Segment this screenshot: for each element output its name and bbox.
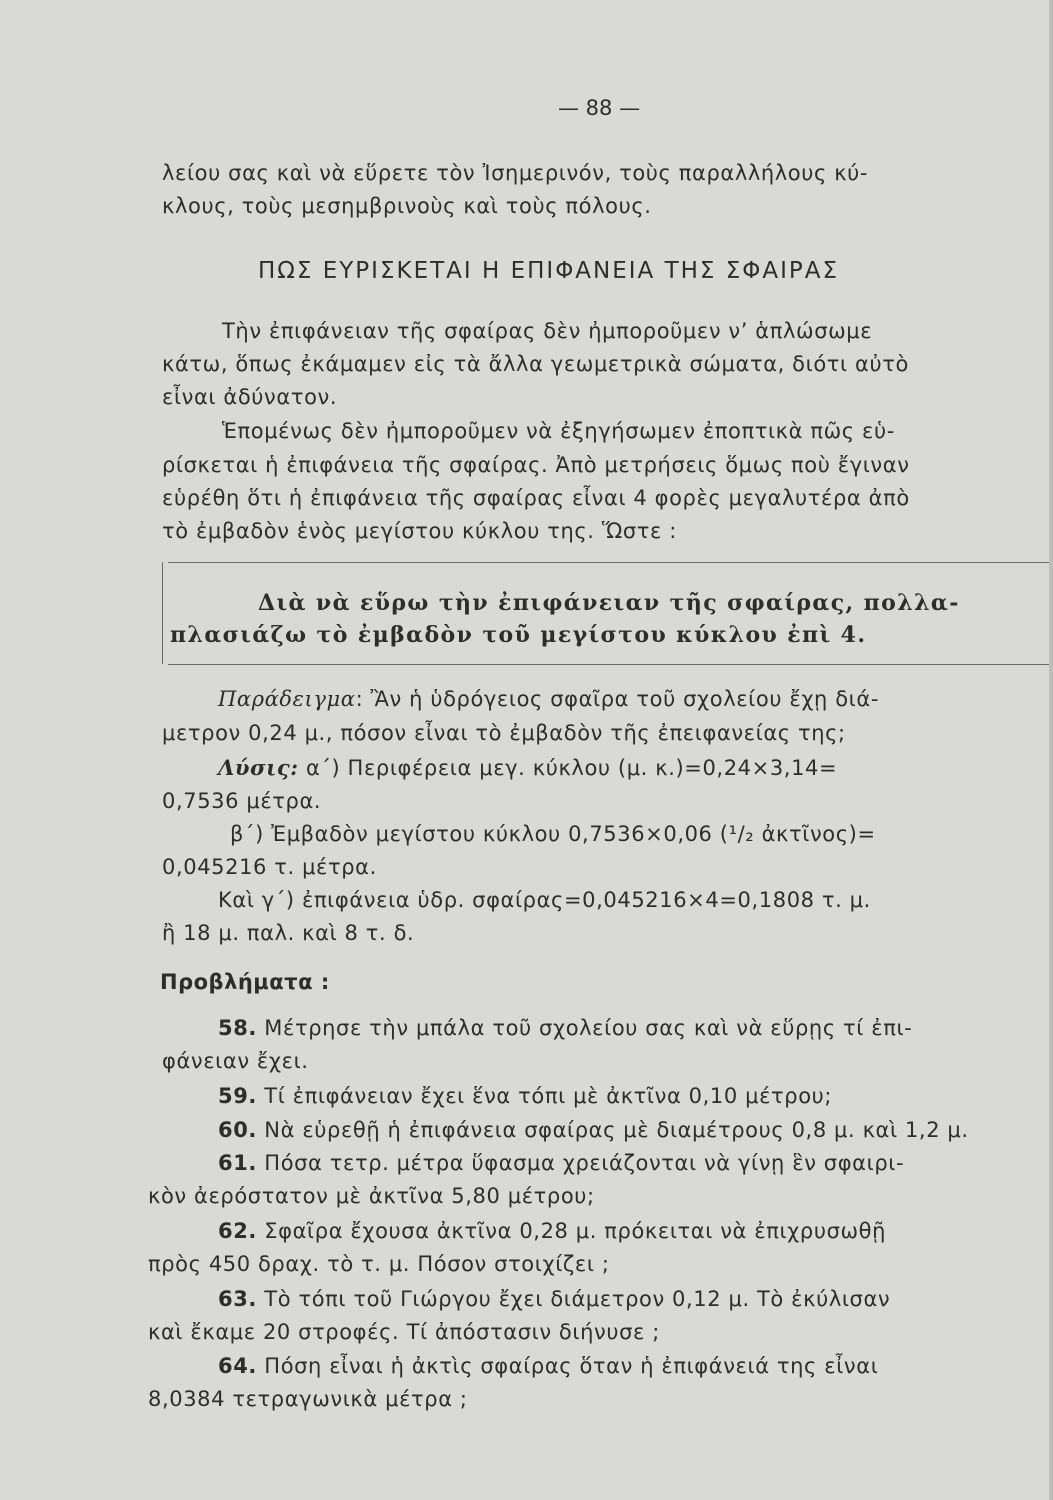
- solution-a2: 0,7536 μέτρα.: [162, 789, 322, 813]
- problem-59-line-1: [218, 1083, 832, 1109]
- problem-59-number: 59.: [218, 1084, 258, 1108]
- example-label: Παράδειγμα: [218, 687, 356, 711]
- problem-58-line-1: [218, 1015, 912, 1041]
- problem-63-text: Τὸ τόπι τοῦ Γιώργου ἔχει διάμετρον 0,12 μ. Τὸ ἐκύλισαν: [264, 1287, 891, 1311]
- solution-a1: α΄) Περιφέρεια μεγ. κύκλου (μ. κ.)=0,24×3,14=: [305, 756, 838, 780]
- solution-b1: β΄) Ἐμβαδὸν μεγίστου κύκλου 0,7536×0,06 (¹/₂ ἀκτῖνος)=: [230, 822, 876, 846]
- rule-line-2: πλασιάζω τὸ ἐμβαδὸν τοῦ μεγίστου κύκλου ἐπὶ 4.: [170, 622, 867, 648]
- problem-61-line-2: κὸν ἀερόστατον μὲ ἀκτῖνα 5,80 μέτρου;: [148, 1184, 595, 1208]
- example-line-2: μετρον 0,24 μ., πόσον εἶναι τὸ ἐμβαδὸν τῆς ἐπειφανείας της;: [162, 721, 846, 745]
- problem-62-line-2: πρὸς 450 δραχ. τὸ τ. μ. Πόσον στοιχίζει ;: [148, 1252, 610, 1276]
- rule-box-left-line: [162, 562, 163, 664]
- rule-box-bottom-line: [168, 664, 1050, 665]
- rule-box-top-line: [168, 562, 1050, 563]
- solution-c2: ἢ 18 μ. παλ. καὶ 8 τ. δ.: [162, 921, 415, 945]
- problem-61-number: 61.: [218, 1151, 258, 1175]
- intro-line-1: λείου σας καὶ νὰ εὕρετε τὸν Ἰσημερινόν, τοὺς παραλλήλους κύ-: [162, 161, 869, 185]
- problem-60-line-1: [218, 1117, 969, 1143]
- problem-58-text: Μέτρησε τὴν μπάλα τοῦ σχολείου σας καὶ νὰ εὕρῃς τί ἐπι-: [264, 1016, 913, 1040]
- problem-63-line-1: [218, 1286, 890, 1312]
- para2-line-1: Ἑπομένως δὲν ἠμποροῦμεν νὰ ἐξηγήσωμεν ἐποπτικὰ πῶς εὑ-: [222, 419, 895, 443]
- problem-58-line-2: φάνειαν ἔχει.: [162, 1049, 309, 1073]
- problems-heading: Προβλήματα :: [160, 970, 330, 994]
- problem-59-text: Τί ἐπιφάνειαν ἔχει ἕνα τόπι μὲ ἀκτῖνα 0,10 μέτρου;: [264, 1084, 833, 1108]
- problem-61-line-1: [218, 1150, 904, 1176]
- solution-label: Λύσις:: [218, 755, 299, 780]
- problem-58-number: 58.: [218, 1016, 258, 1040]
- problem-62-text: Σφαῖρα ἔχουσα ἀκτῖνα 0,28 μ. πρόκειται νὰ ἐπιχρυσωθῇ: [264, 1219, 887, 1243]
- solution-line-1: [218, 755, 837, 781]
- problem-60-text: Νὰ εὑρεθῇ ἡ ἐπιφάνεια σφαίρας μὲ διαμέτρους 0,8 μ. καὶ 1,2 μ.: [264, 1118, 969, 1142]
- problem-62-number: 62.: [218, 1219, 258, 1243]
- problem-64-number: 64.: [218, 1354, 258, 1378]
- problem-63-line-2: καὶ ἔκαμε 20 στροφές. Τί ἀπόστασιν διήνυσε ;: [148, 1320, 660, 1344]
- problem-61-text: Πόσα τετρ. μέτρα ὕφασμα χρειάζονται νὰ γίνῃ ἓν σφαιρι-: [264, 1151, 905, 1175]
- example-text: : Ἂν ἡ ὑδρόγειος σφαῖρα τοῦ σχολείου ἔχῃ διά-: [355, 687, 880, 711]
- page-edge-shadow: [1049, 0, 1053, 1500]
- solution-c1: Καὶ γ΄) ἐπιφάνεια ὑδρ. σφαίρας=0,045216×4=0,1808 τ. μ.: [218, 888, 871, 912]
- problem-64-line-1: [218, 1353, 878, 1379]
- para1-line-3: εἶναι ἀδύνατον.: [162, 385, 338, 409]
- para2-line-3: εὑρέθη ὅτι ἡ ἐπιφάνεια τῆς σφαίρας εἶναι 4 φορὲς μεγαλυτέρα ἀπὸ: [162, 486, 910, 510]
- intro-line-2: κλους, τοὺς μεσημβρινοὺς καὶ τοὺς πόλους.: [162, 194, 652, 218]
- page-number: — 88 —: [558, 96, 641, 120]
- para1-line-2: κάτω, ὅπως ἐκάμαμεν εἰς τὰ ἄλλα γεωμετρικὰ σώματα, διότι αὐτὸ: [162, 352, 909, 376]
- solution-b2: 0,045216 τ. μέτρα.: [162, 855, 377, 879]
- problem-62-line-1: [218, 1218, 886, 1244]
- example-line-1: [218, 686, 879, 712]
- para2-line-4: τὸ ἐμβαδὸν ἑνὸς μεγίστου κύκλου της. Ὥστε :: [162, 519, 677, 543]
- rule-line-1: Διὰ νὰ εὕρω τὴν ἐπιφάνειαν τῆς σφαίρας, πολλα-: [258, 590, 960, 616]
- problem-63-number: 63.: [218, 1287, 258, 1311]
- problem-64-text: Πόση εἶναι ἡ ἀκτὶς σφαίρας ὅταν ἡ ἐπιφάνειά της εἶναι: [264, 1354, 879, 1378]
- problem-64-line-2: 8,0384 τετραγωνικὰ μέτρα ;: [148, 1387, 468, 1411]
- para1-line-1: Τὴν ἐπιφάνειαν τῆς σφαίρας δὲν ἠμποροῦμεν ν’ ἁπλώσωμε: [222, 319, 873, 343]
- problem-60-number: 60.: [218, 1118, 258, 1142]
- section-title: ΠΩΣ ΕΥΡΙΣΚΕΤΑΙ Η ΕΠΙΦΑΝΕΙΑ ΤΗΣ ΣΦΑΙΡΑΣ: [258, 258, 840, 284]
- para2-line-2: ρίσκεται ἡ ἐπιφάνεια τῆς σφαίρας. Ἀπὸ μετρήσεις ὅμως ποὺ ἔγιναν: [162, 453, 910, 477]
